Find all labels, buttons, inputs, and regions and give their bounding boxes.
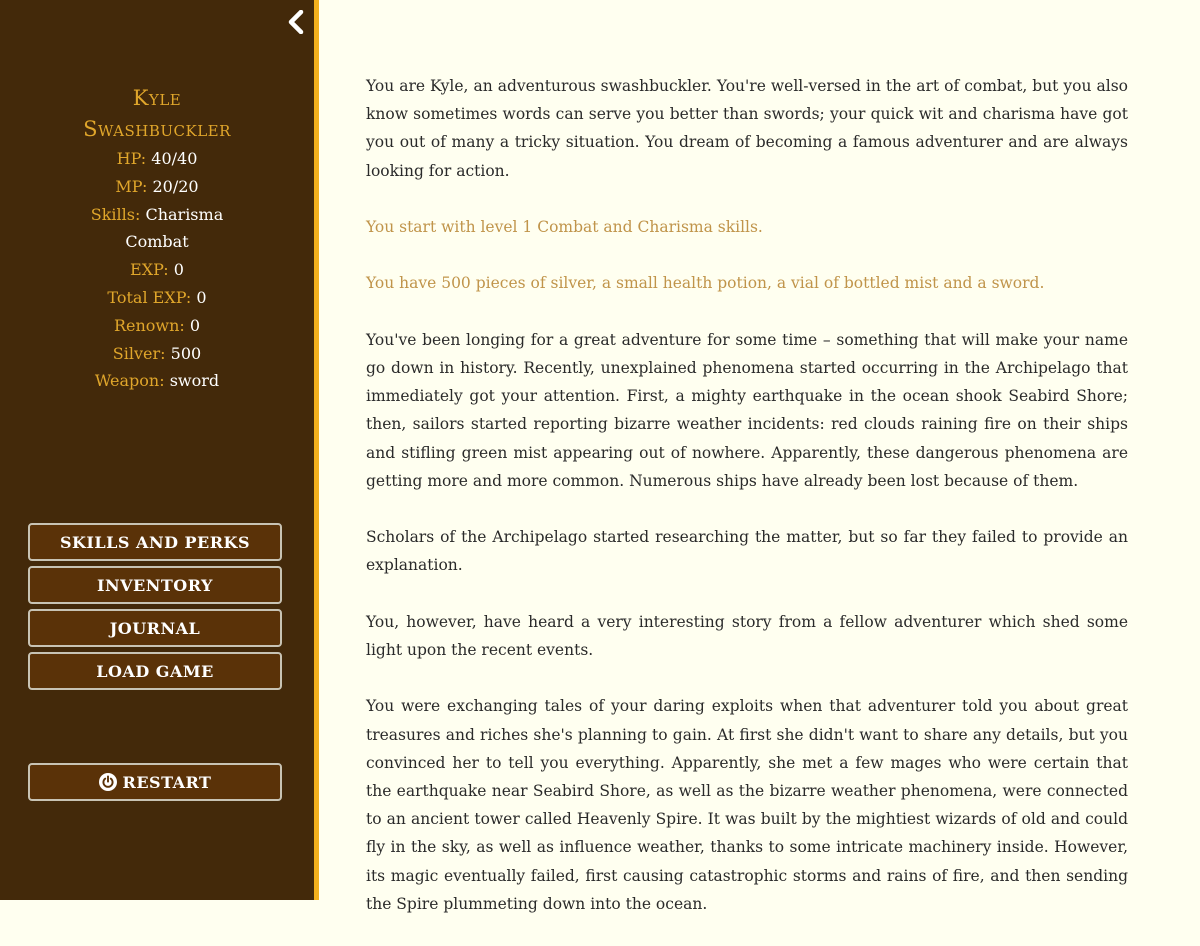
story-text bbox=[366, 72, 1128, 946]
inventory-label: INVENTORY bbox=[97, 575, 213, 595]
weapon-label: Weapon: bbox=[94, 371, 165, 391]
starting-items-note: You have 500 pieces of silver, a small health potion, a vial of bottled mist and a sword. bbox=[366, 274, 1045, 293]
character-stats bbox=[0, 83, 314, 395]
inventory-button[interactable] bbox=[28, 566, 282, 604]
story-paragraph: You've been longing for a great adventure for some time – something that will make your name go down in history. Recently, unexplained phenomena started occurring in the Archipelago that immediately got your attention. First, a mighty earthquake in the ocean shook Seabird Shore; then, sailors started reporting bizarre weather incidents: red clouds raining fire on their ships and stifling green mist appearing out of nowhere. Apparently, these dangerous phenomena are getting more and more common. Numerous ships have already been lost because of them. bbox=[366, 330, 1128, 490]
skills-label: Skills: bbox=[90, 204, 141, 224]
weapon-value: sword bbox=[169, 371, 220, 391]
total-exp-value: 0 bbox=[196, 287, 207, 307]
story-paragraph-intro: You are Kyle, an adventurous swashbuckler. You're well-versed in the art of combat, but you also know sometimes words can serve you better than swords; your quick wit and charisma have got you out of many a tricky situation. You dream of becoming a famous adventurer and are always looking for action. bbox=[366, 77, 1128, 180]
exp-label: EXP: bbox=[130, 260, 169, 280]
total-exp-label: Total EXP: bbox=[107, 287, 192, 307]
restart-label: RESTART bbox=[122, 772, 212, 792]
exp-stat bbox=[0, 256, 314, 284]
silver-stat bbox=[0, 340, 314, 368]
story-paragraph: You, however, have heard a very interesting story from a fellow adventurer which shed some light upon the recent events. bbox=[366, 612, 1128, 659]
restart-button[interactable] bbox=[28, 763, 282, 801]
renown-label: Renown: bbox=[113, 315, 185, 335]
renown-stat bbox=[0, 312, 314, 340]
hp-value: 40/40 bbox=[151, 149, 198, 168]
mp-value: 20/20 bbox=[152, 176, 199, 196]
skill-combat: Combat bbox=[125, 232, 189, 252]
journal-label: JOURNAL bbox=[109, 618, 201, 638]
skill-charisma: Charisma bbox=[145, 204, 224, 224]
weapon-stat bbox=[0, 367, 314, 395]
skills-stat bbox=[0, 201, 314, 229]
load-game-button[interactable] bbox=[28, 652, 282, 690]
character-name: Kyle bbox=[132, 86, 182, 110]
journal-button[interactable] bbox=[28, 609, 282, 647]
story-paragraph: Scholars of the Archipelago started researching the matter, but so far they failed to provide an explanation. bbox=[366, 528, 1128, 575]
mp-stat bbox=[0, 173, 314, 201]
silver-value: 500 bbox=[170, 343, 202, 363]
skills-and-perks-label: SKILLS AND PERKS bbox=[59, 532, 251, 552]
exp-value: 0 bbox=[173, 260, 184, 280]
mp-label: MP: bbox=[115, 176, 148, 196]
renown-value: 0 bbox=[189, 315, 201, 335]
total-exp-stat bbox=[0, 284, 314, 312]
skills-and-perks-button[interactable] bbox=[28, 523, 282, 561]
hp-label: HP: bbox=[116, 149, 147, 168]
chevron-left-icon[interactable] bbox=[286, 10, 308, 34]
sidebar bbox=[0, 0, 319, 900]
load-game-label: LOAD GAME bbox=[96, 661, 214, 681]
hp-stat bbox=[0, 145, 314, 173]
silver-label: Silver: bbox=[112, 343, 166, 363]
power-icon bbox=[99, 773, 117, 791]
character-class: Swashbuckler bbox=[83, 117, 231, 141]
starting-skills-note: You start with level 1 Combat and Charisma skills. bbox=[366, 218, 763, 236]
story-paragraph: You were exchanging tales of your daring exploits when that adventurer told you about great treasures and riches she's planning to gain. At first she didn't want to share any details, but you convinced her to tell you everything. Apparently, she met a few mages who were certain that the earthquake near Seabird Shore, as well as the bizarre weather phenomena, were connected to an ancient tower called Heavenly Spire. It was built by the mightiest wizards of old and could fly in the sky, as well as influence weather, thanks to some intricate machinery inside. However, its magic eventually failed, first causing catastrophic storms and rains of fire, and then sending the Spire plummeting down into the ocean. bbox=[366, 697, 1128, 913]
